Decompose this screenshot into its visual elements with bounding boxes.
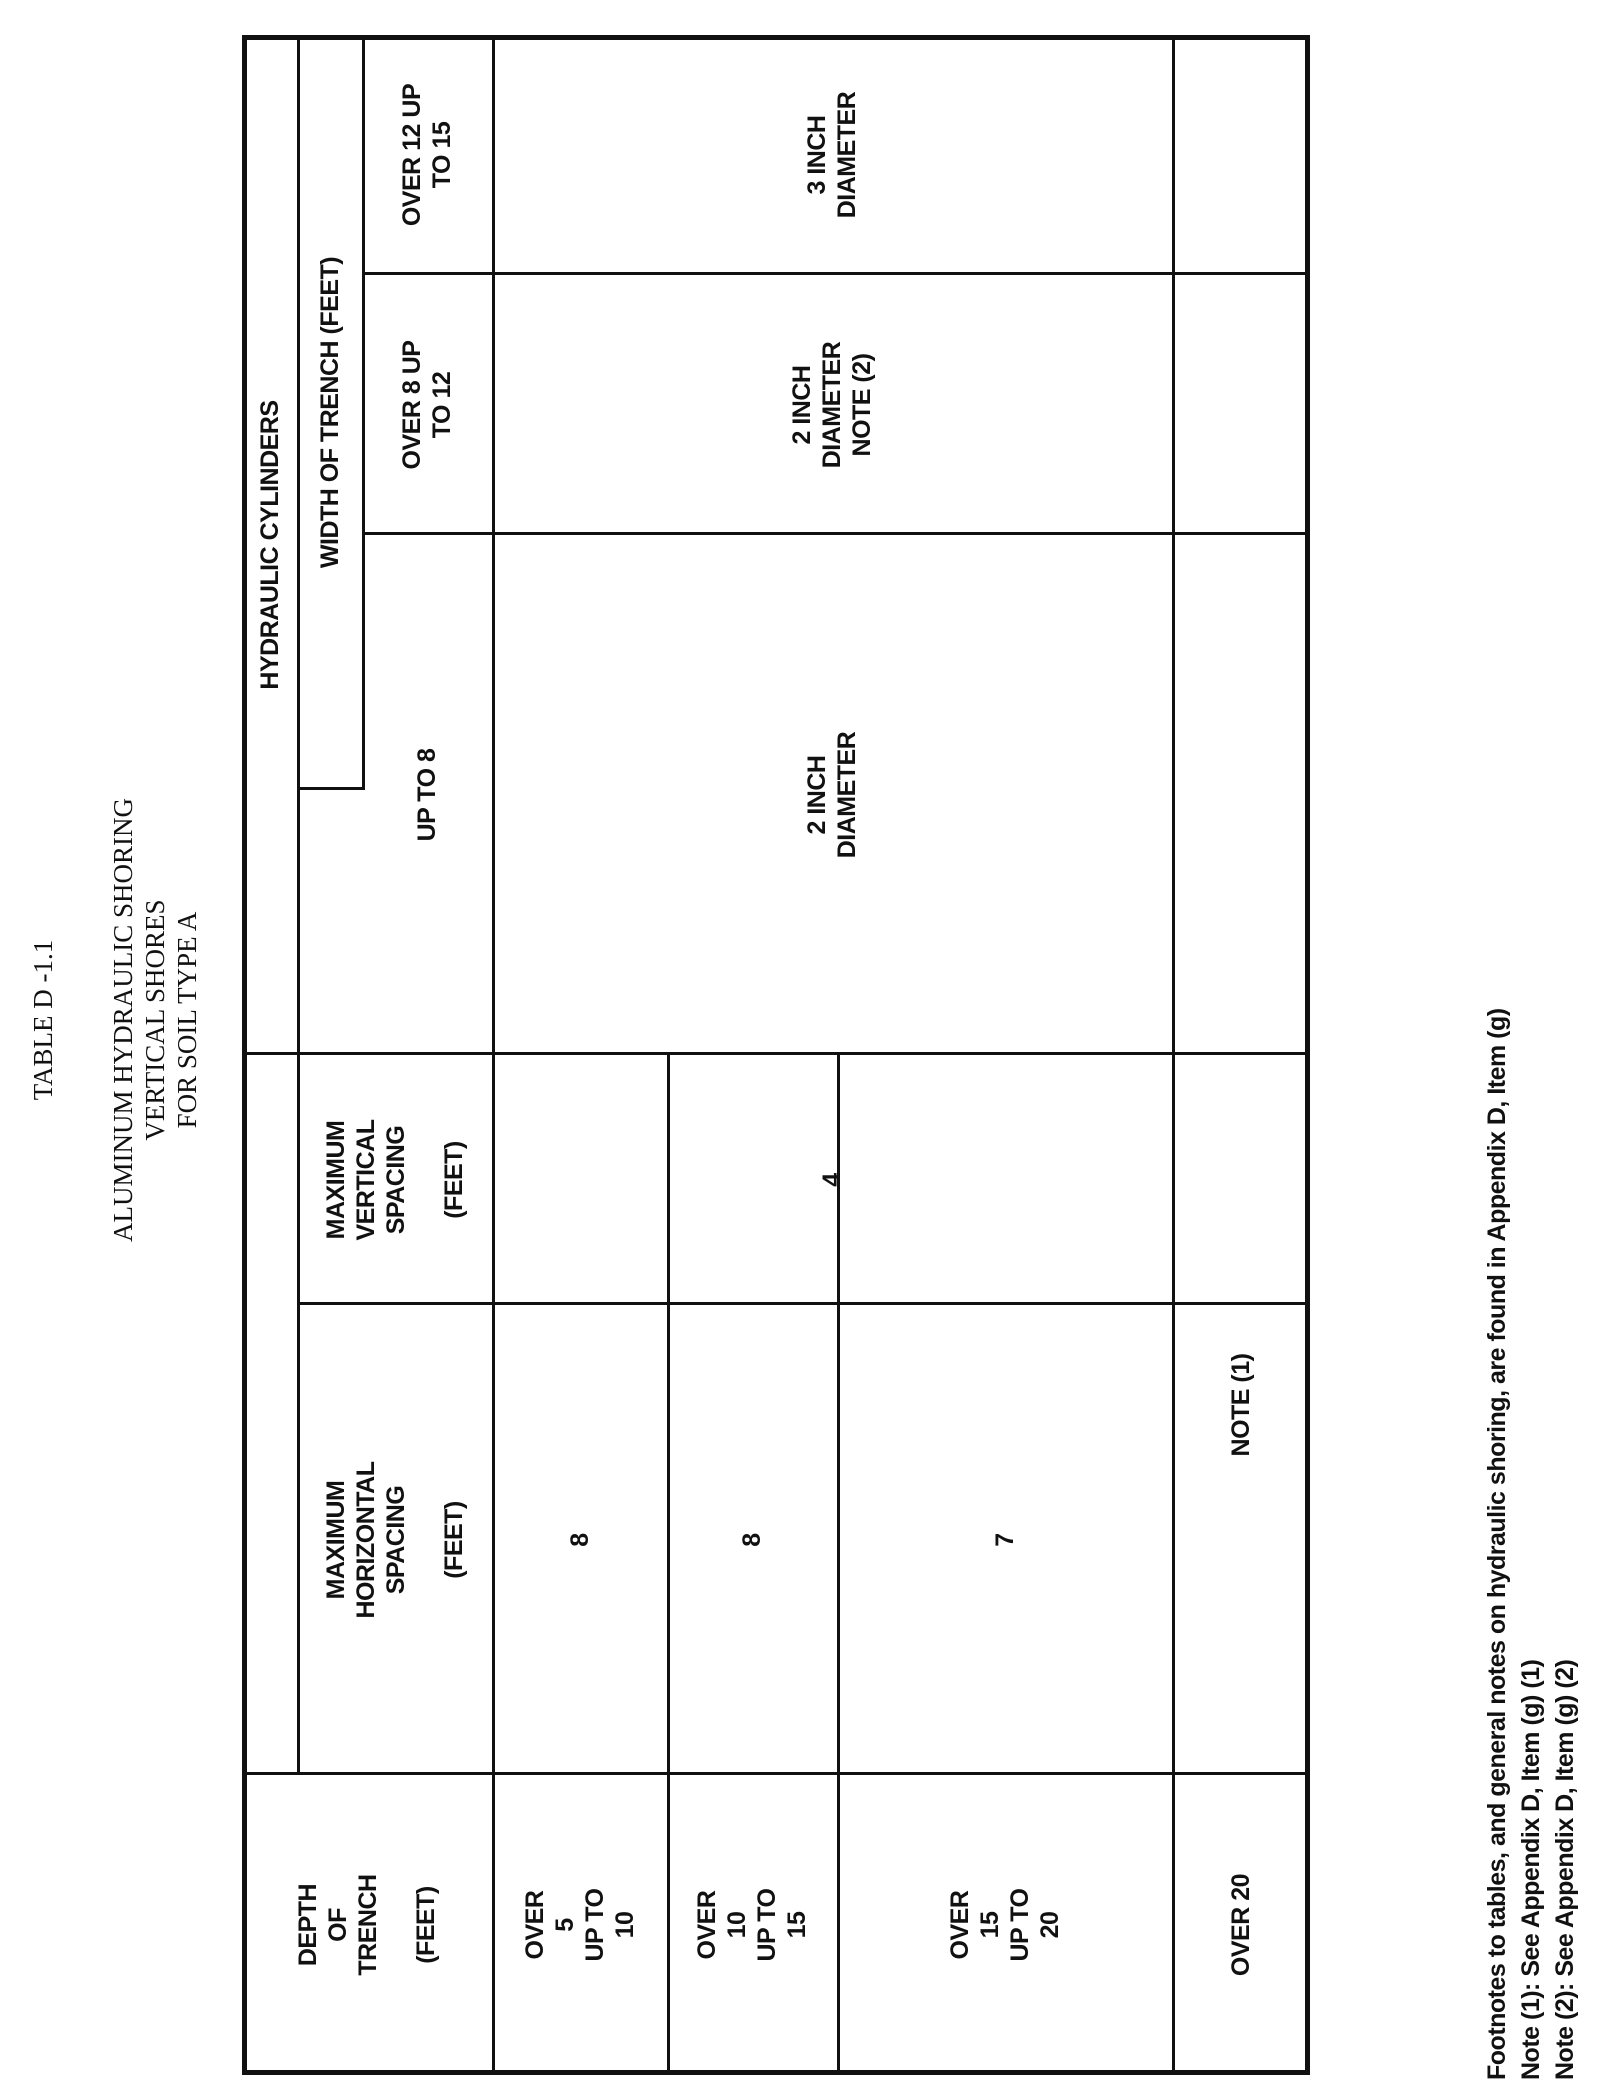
header-width-up-to-8: UP TO 8: [413, 748, 441, 842]
shoring-table: [242, 35, 1310, 2075]
row3-horizontal-spacing: 7: [990, 1533, 1019, 1547]
row4-depth: OVER 20: [1227, 1873, 1255, 1977]
header-hydraulic-cylinders: HYDRAULIC CYLINDERS: [255, 400, 284, 690]
table-subtitle: VERTICAL SHORES: [140, 899, 170, 1141]
footnote-note-1: Note (1): See Appendix D, Item (g) (1): [1517, 1659, 1545, 2080]
table-number: TABLE D -1.1: [28, 939, 58, 1101]
cylinder-12-to-15-value: 3 INCH DIAMETER: [803, 91, 861, 219]
footnote-note-2: Note (2): See Appendix D, Item (g) (2): [1551, 1659, 1579, 2080]
row3-depth: OVER 15 UP TO 20: [945, 1888, 1064, 1962]
table-title-block: [27, 520, 247, 1520]
header-width-8-to-12: OVER 8 UP TO 12: [398, 340, 456, 470]
row1-horizontal-spacing: 8: [565, 1533, 594, 1547]
table-soil-type: FOR SOIL TYPE A: [172, 911, 202, 1129]
cylinder-up-to-8-value: 2 INCH DIAMETER: [803, 731, 861, 859]
header-width-of-trench: WIDTH OF TRENCH (FEET): [315, 256, 344, 569]
header-depth-of-trench: DEPTH OF TRENCH (FEET): [294, 1874, 440, 1976]
header-width-12-to-15: OVER 12 UP TO 15: [398, 83, 456, 227]
cylinder-8-to-12-value: 2 INCH DIAMETER NOTE (2): [788, 341, 876, 469]
footnote-general: Footnotes to tables, and general notes on hydraulic shoring, are found in Appendix D, Item (g): [1483, 1008, 1511, 2080]
header-max-horizontal-spacing: MAXIMUM HORIZONTAL SPACING (FEET): [321, 1461, 468, 1619]
row1-depth: OVER 5 UP TO 10: [520, 1888, 639, 1962]
header-max-vertical-spacing: MAXIMUM VERTICAL SPACING (FEET): [321, 1119, 468, 1241]
row4-note: NOTE (1): [1227, 1353, 1255, 1457]
row2-horizontal-spacing: 8: [738, 1533, 766, 1547]
row2-depth: OVER 10 UP TO 15: [693, 1888, 811, 1962]
footnotes: [1480, 380, 1611, 2080]
table-title: ALUMINUM HYDRAULIC SHORING: [108, 798, 138, 1242]
vertical-spacing-value: 4: [818, 1173, 846, 1187]
